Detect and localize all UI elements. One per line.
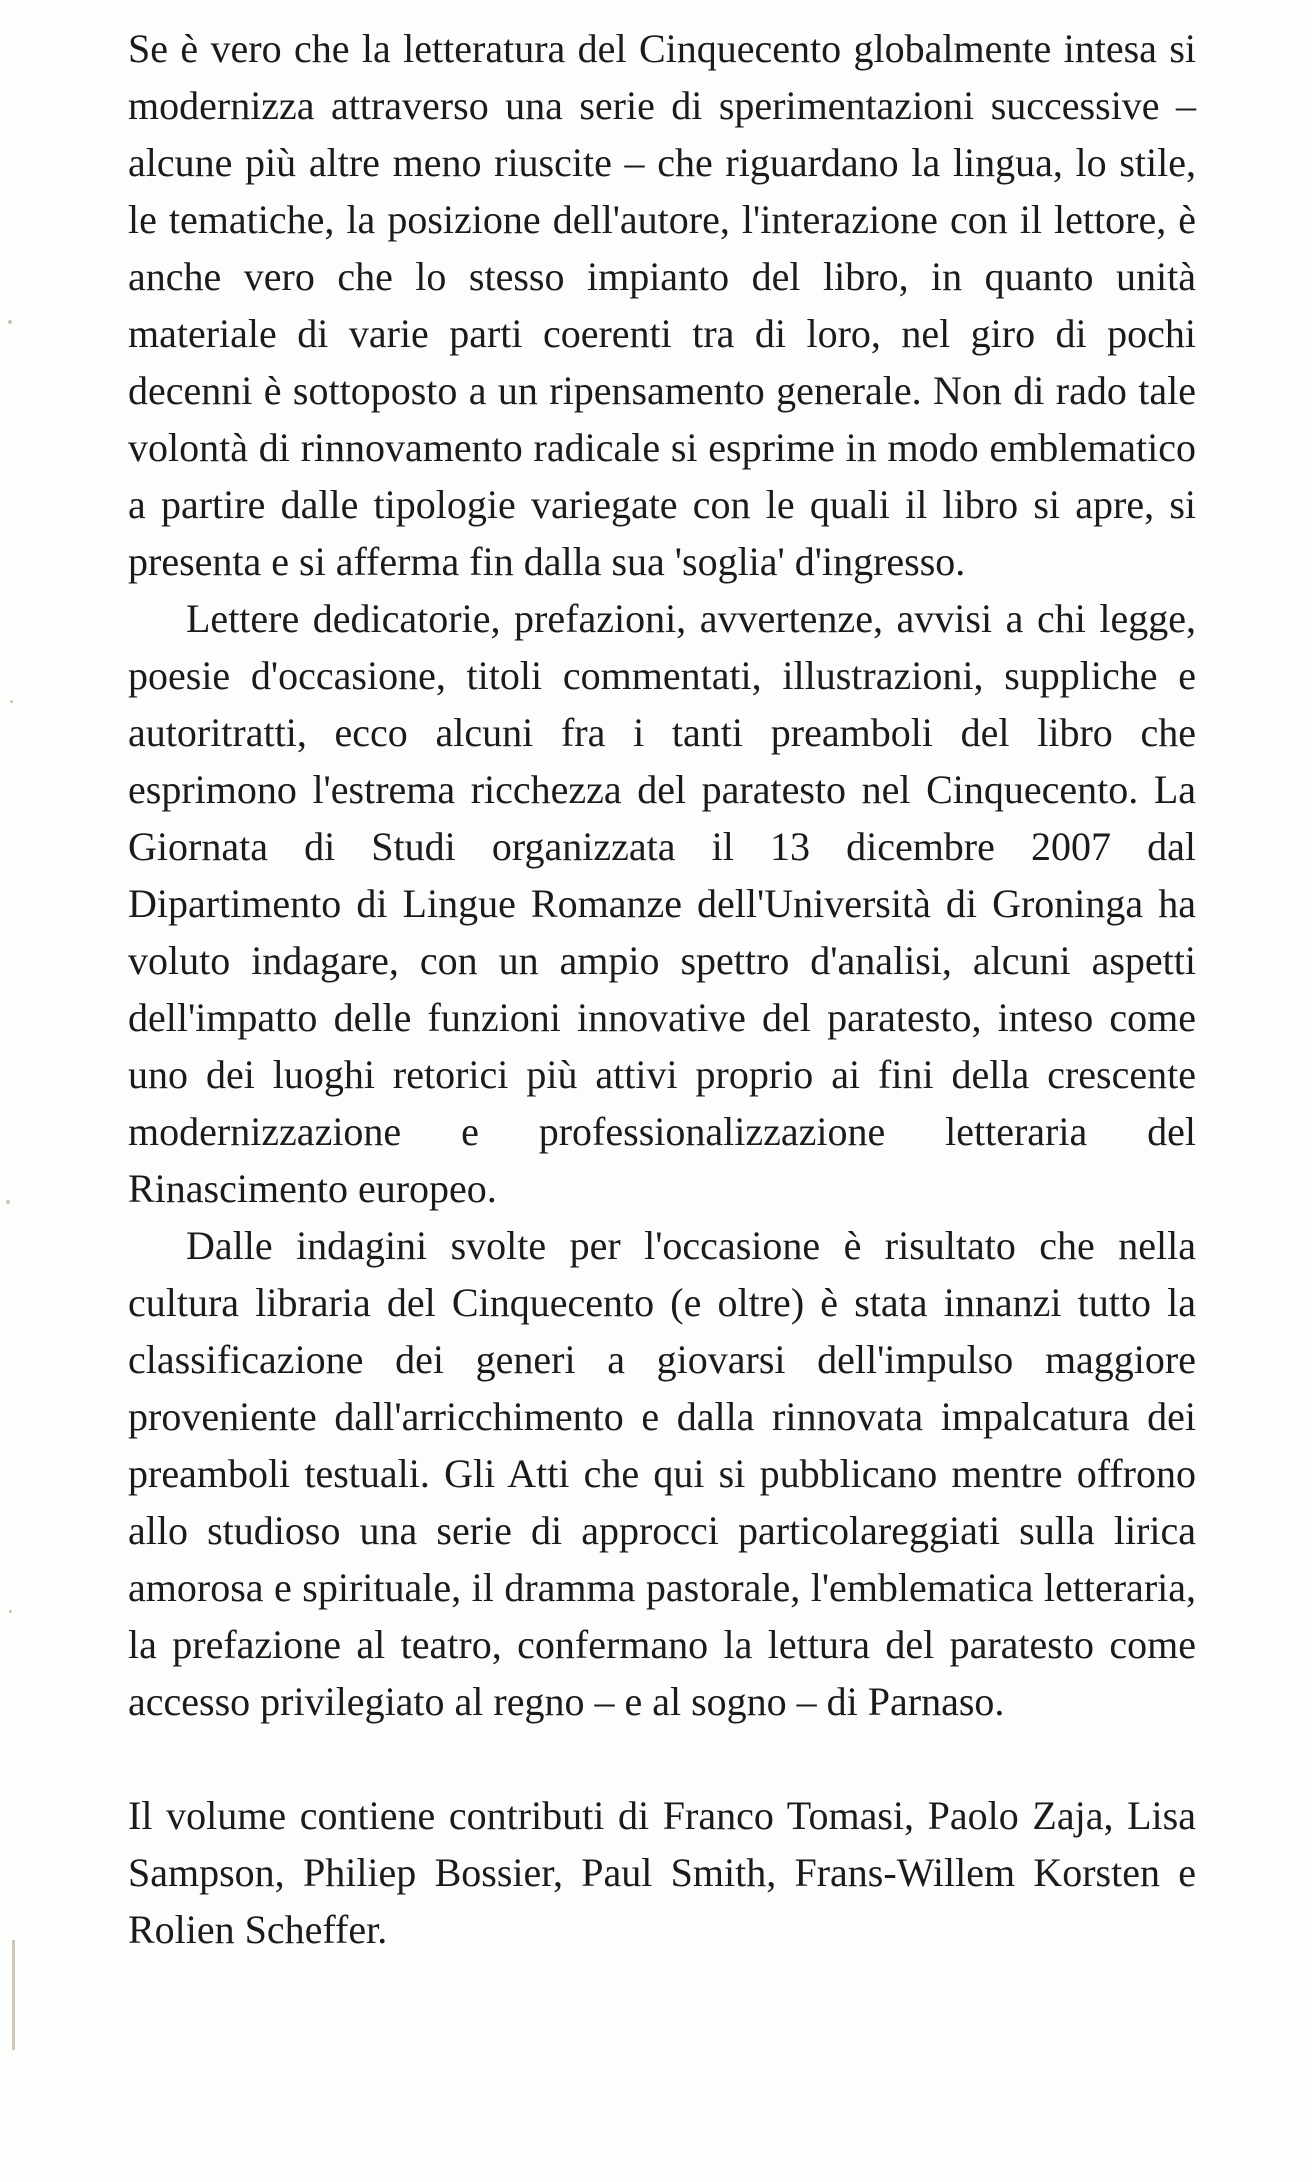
- paragraph-intro: Se è vero che la letteratura del Cinquecento globalmente intesa si modernizza attraverso una serie di sperimentazioni successive – alcune più altre meno riuscite – che riguardano la lingua, lo stile, le tematiche, la posizione dell'autore, l'interazione con il lettore, è anche vero che lo stesso impianto del libro, in quanto unità materiale di varie parti coerenti tra di loro, nel giro di pochi decenni è sottoposto a un ripensamento generale. Non di rado tale volontà di rinnovamento radicale si esprime in modo emblematico a partire dalle tipologie variegate con le quali il libro si apre, si presenta e si afferma fin dalla sua 'soglia' d'ingresso.: [128, 26, 1196, 584]
- scan-speck: [6, 1200, 10, 1204]
- paragraph-findings: Dalle indagini svolte per l'occasione è risultato che nella cultura libraria del Cinquecento (e oltre) è stata innanzi tutto la classificazione dei generi a giovarsi dell'impulso maggiore proveniente dall'arricchimento e dalla rinnovata impalcatura dei preamboli testuali. Gli Atti che qui si pubblicano mentre offrono allo studioso una serie di approcci particolareggiati sulla lirica amorosa e spirituale, il dramma pastorale, l'emblematica letteraria, la prefazione al teatro, confermano la lettura del paratesto come accesso privilegiato al regno – e al sogno – di Parnaso.: [128, 1223, 1196, 1724]
- paragraph-paratext: Lettere dedicatorie, prefazioni, avvertenze, avvisi a chi legge, poesie d'occasione, titoli commentati, illustrazioni, suppliche e autoritratti, ecco alcuni fra i tanti preamboli del libro che esprimono l'estrema ricchezza del paratesto nel Cinquecento. La Giornata di Studi organizzata il 13 dicembre 2007 dal Dipartimento di Lingue Romanze dell'Università di Groninga ha voluto indagare, con un ampio spettro d'analisi, alcuni aspetti dell'impatto delle funzioni innovative del paratesto, inteso come uno dei luoghi retorici più attivi proprio ai fini della crescente modernizzazione e professionalizzazione letteraria del Rinascimento europeo.: [128, 596, 1196, 1211]
- paragraph-contributors: Il volume contiene contributi di Franco Tomasi, Paolo Zaja, Lisa Sampson, Philiep Bossier, Paul Smith, Frans-Willem Korsten e Rolien Scheffer.: [128, 1793, 1196, 1952]
- scan-speck: [10, 700, 13, 703]
- scan-speck: [8, 320, 12, 324]
- scan-edge-mark: [12, 1940, 15, 2050]
- body-text: [128, 20, 1196, 1958]
- scan-speck: [9, 1610, 12, 1613]
